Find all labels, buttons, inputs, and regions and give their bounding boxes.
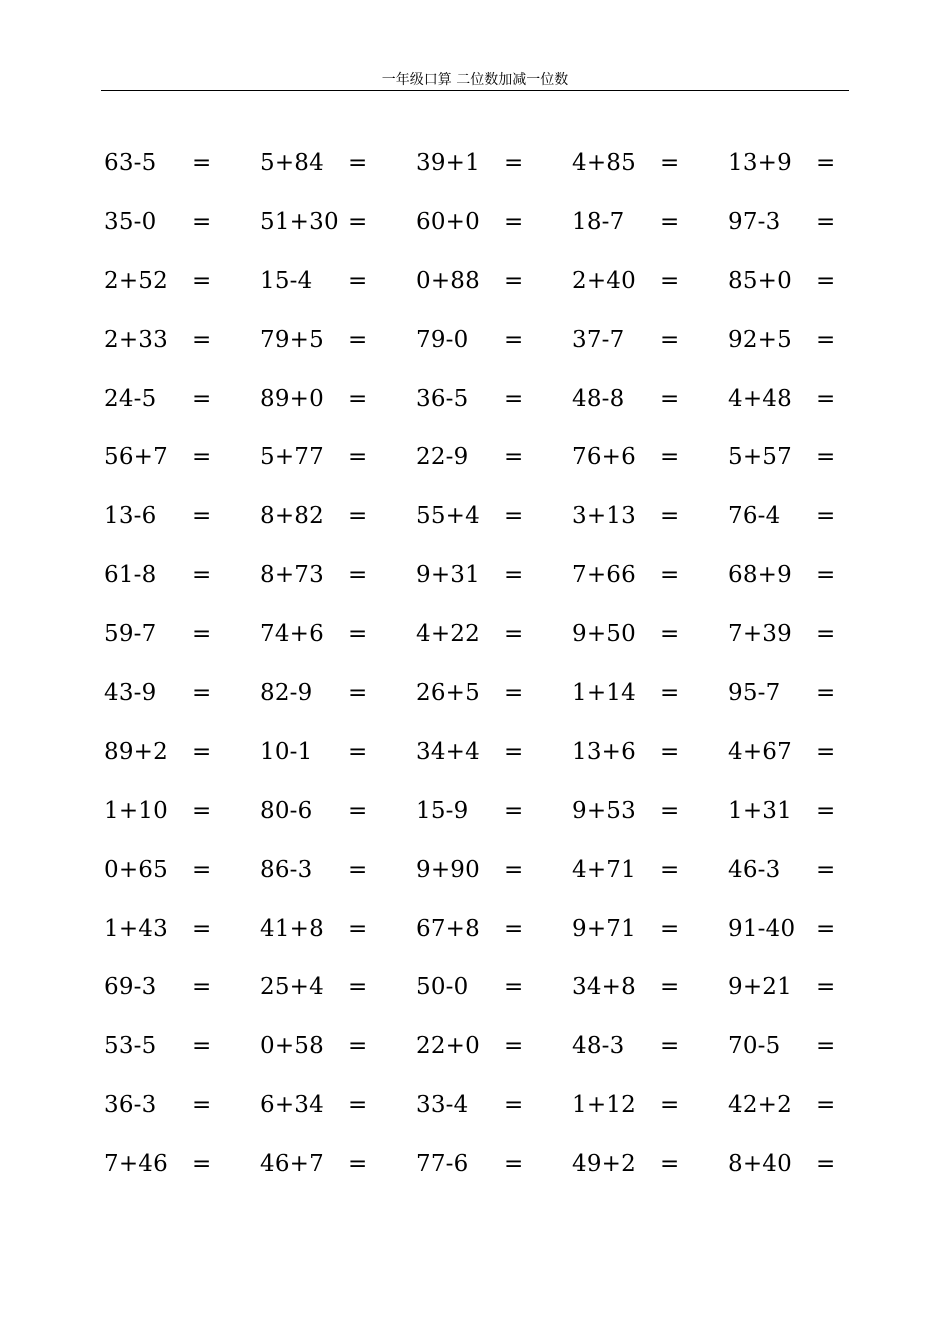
problem-expression: 80-6 [260,797,313,824]
problem-expression: 13-6 [104,503,157,530]
equals-sign: = [816,326,836,353]
problem-expression: 15-4 [260,267,313,294]
problem-expression: 82-9 [260,680,313,707]
problem-expression: 15-9 [416,797,469,824]
problem-expression: 0+58 [260,1033,324,1060]
problem-cell [104,487,260,546]
problem-cell [728,1017,884,1076]
problem-cell [104,134,260,193]
problem-expression: 89+0 [260,385,324,412]
problem-expression: 34+8 [572,974,636,1001]
problem-expression: 63-5 [104,150,157,176]
problem-row [104,428,849,487]
problem-expression: 4+22 [416,621,480,648]
problem-expression: 26+5 [416,680,480,707]
problem-cell [416,370,572,429]
problem-cell [728,664,884,723]
problem-row [104,193,849,252]
equals-sign: = [816,385,836,412]
problem-cell [260,311,416,370]
problem-cell [416,723,572,782]
problem-row [104,664,849,723]
problem-cell [728,900,884,959]
problem-cell [572,370,728,429]
problem-cell [572,782,728,841]
equals-sign: = [816,1151,836,1178]
equals-sign: = [504,444,524,471]
problem-expression: 34+4 [416,738,480,765]
problem-expression: 24-5 [104,385,157,412]
problem-cell [572,487,728,546]
problem-expression: 92+5 [728,326,792,353]
equals-sign: = [660,797,680,824]
equals-sign: = [660,208,680,235]
problem-cell [572,605,728,664]
problem-expression: 61-8 [104,562,157,589]
problem-cell [728,1135,884,1194]
problem-cell [416,1076,572,1135]
problem-row [104,605,849,664]
problem-expression: 76-4 [728,503,781,530]
equals-sign: = [348,1151,368,1178]
equals-sign: = [192,680,212,707]
problem-cell [260,1076,416,1135]
equals-sign: = [660,267,680,294]
problem-expression: 79-0 [416,326,469,353]
equals-sign: = [816,150,836,176]
problem-expression: 10-1 [260,738,313,765]
equals-sign: = [192,385,212,412]
problem-expression: 9+50 [572,621,636,648]
problem-cell [104,958,260,1017]
problem-cell [260,252,416,311]
equals-sign: = [192,621,212,648]
problem-cell [260,1135,416,1194]
problem-cell [416,1017,572,1076]
problem-cell [104,193,260,252]
equals-sign: = [660,915,680,942]
equals-sign: = [348,915,368,942]
equals-sign: = [348,797,368,824]
equals-sign: = [192,444,212,471]
equals-sign: = [348,385,368,412]
problem-expression: 7+66 [572,562,636,589]
problem-expression: 7+46 [104,1151,168,1178]
problem-expression: 55+4 [416,503,480,530]
problem-cell [728,487,884,546]
problem-expression: 56+7 [104,444,168,471]
problem-expression: 22-9 [416,444,469,471]
problem-cell [104,605,260,664]
problem-cell [572,134,728,193]
problem-expression: 42+2 [728,1092,792,1119]
problem-expression: 36-5 [416,385,469,412]
equals-sign: = [816,974,836,1001]
problem-cell [728,370,884,429]
problem-cell [416,428,572,487]
problem-cell [572,900,728,959]
equals-sign: = [192,562,212,589]
equals-sign: = [816,503,836,530]
problem-expression: 67+8 [416,915,480,942]
equals-sign: = [192,974,212,1001]
equals-sign: = [816,208,836,235]
problem-cell [416,782,572,841]
problem-cell [104,311,260,370]
problem-row [104,723,849,782]
problem-cell [260,664,416,723]
problem-cell [260,841,416,900]
problem-row [104,1017,849,1076]
problem-expression: 7+39 [728,621,792,648]
problem-cell [572,193,728,252]
equals-sign: = [660,1151,680,1178]
problem-cell [572,428,728,487]
equals-sign: = [660,503,680,530]
problem-row [104,252,849,311]
problem-row [104,841,849,900]
problem-row [104,134,849,193]
equals-sign: = [348,1092,368,1119]
equals-sign: = [348,208,368,235]
equals-sign: = [504,267,524,294]
problem-expression: 9+90 [416,856,480,883]
problem-cell [416,134,572,193]
problem-cell [728,723,884,782]
problem-expression: 0+65 [104,856,168,883]
problem-row [104,958,849,1017]
problem-row [104,1135,849,1194]
problem-cell [260,958,416,1017]
page-title: 一年级口算 二位数加减一位数 [381,72,569,88]
equals-sign: = [816,444,836,471]
problem-expression: 1+43 [104,915,168,942]
equals-sign: = [816,738,836,765]
problem-cell [416,900,572,959]
equals-sign: = [348,503,368,530]
problem-cell [728,193,884,252]
problem-expression: 6+34 [260,1092,324,1119]
problem-expression: 8+82 [260,503,324,530]
problem-expression: 25+4 [260,974,324,1001]
equals-sign: = [816,267,836,294]
problem-cell [104,900,260,959]
problem-expression: 48-3 [572,1033,625,1060]
problem-cell [572,252,728,311]
problem-expression: 46+7 [260,1151,324,1178]
equals-sign: = [348,738,368,765]
problem-expression: 50-0 [416,974,469,1001]
equals-sign: = [504,856,524,883]
problem-cell [728,605,884,664]
problem-expression: 53-5 [104,1033,157,1060]
problem-expression: 1+31 [728,797,792,824]
equals-sign: = [504,503,524,530]
problem-row [104,487,849,546]
problem-expression: 0+88 [416,267,480,294]
problem-expression: 74+6 [260,621,324,648]
equals-sign: = [504,208,524,235]
problem-cell [416,605,572,664]
problem-expression: 36-3 [104,1092,157,1119]
problem-row [104,900,849,959]
problem-expression: 4+71 [572,856,636,883]
equals-sign: = [660,680,680,707]
problem-row [104,370,849,429]
equals-sign: = [192,267,212,294]
equals-sign: = [348,326,368,353]
problem-expression: 9+71 [572,915,636,942]
equals-sign: = [348,621,368,648]
equals-sign: = [660,738,680,765]
problem-expression: 1+14 [572,680,636,707]
equals-sign: = [816,1092,836,1119]
equals-sign: = [504,738,524,765]
problem-cell [260,193,416,252]
problem-cell [260,546,416,605]
equals-sign: = [192,503,212,530]
problem-cell [416,664,572,723]
problem-expression: 48-8 [572,385,625,412]
equals-sign: = [816,562,836,589]
problem-cell [416,311,572,370]
equals-sign: = [192,856,212,883]
equals-sign: = [348,1033,368,1060]
equals-sign: = [504,797,524,824]
problem-row [104,782,849,841]
problem-expression: 70-5 [728,1033,781,1060]
problem-cell [728,428,884,487]
problem-expression: 5+57 [728,444,792,471]
problem-expression: 9+53 [572,797,636,824]
equals-sign: = [348,444,368,471]
problem-expression: 37-7 [572,326,625,353]
problem-cell [260,900,416,959]
equals-sign: = [504,326,524,353]
problem-cell [416,193,572,252]
problem-cell [416,958,572,1017]
equals-sign: = [192,208,212,235]
problem-expression: 95-7 [728,680,781,707]
equals-sign: = [816,680,836,707]
problem-row [104,311,849,370]
problem-expression: 2+52 [104,267,168,294]
problem-expression: 79+5 [260,326,324,353]
problem-cell [572,311,728,370]
problem-expression: 46-3 [728,856,781,883]
problem-cell [104,782,260,841]
problem-expression: 41+8 [260,915,324,942]
equals-sign: = [192,915,212,942]
equals-sign: = [192,1033,212,1060]
problem-grid [104,134,849,1194]
equals-sign: = [816,621,836,648]
equals-sign: = [348,974,368,1001]
problem-cell [416,841,572,900]
problem-cell [104,1135,260,1194]
problem-cell [572,723,728,782]
equals-sign: = [816,797,836,824]
problem-cell [416,546,572,605]
equals-sign: = [192,1092,212,1119]
problem-expression: 3+13 [572,503,636,530]
problem-expression: 35-0 [104,208,157,235]
problem-cell [104,841,260,900]
problem-cell [260,782,416,841]
equals-sign: = [192,738,212,765]
problem-expression: 9+31 [416,562,480,589]
problem-expression: 1+10 [104,797,168,824]
problem-expression: 1+12 [572,1092,636,1119]
equals-sign: = [660,562,680,589]
problem-expression: 5+84 [260,150,324,176]
problem-cell [572,546,728,605]
problem-row [104,1076,849,1135]
problem-cell [260,134,416,193]
problem-expression: 4+48 [728,385,792,412]
equals-sign: = [660,326,680,353]
problem-cell [104,664,260,723]
problem-cell [728,782,884,841]
problem-cell [728,958,884,1017]
equals-sign: = [660,974,680,1001]
equals-sign: = [660,1092,680,1119]
equals-sign: = [504,621,524,648]
problem-cell [572,1076,728,1135]
equals-sign: = [348,150,368,176]
problem-cell [728,841,884,900]
equals-sign: = [504,1092,524,1119]
problem-cell [728,311,884,370]
problem-expression: 39+1 [416,150,480,176]
problem-cell [572,841,728,900]
problem-expression: 69-3 [104,974,157,1001]
equals-sign: = [504,680,524,707]
problem-expression: 60+0 [416,208,480,235]
equals-sign: = [504,385,524,412]
equals-sign: = [816,1033,836,1060]
problem-cell [416,1135,572,1194]
equals-sign: = [504,150,524,176]
problem-cell [260,370,416,429]
equals-sign: = [816,856,836,883]
problem-expression: 4+67 [728,738,792,765]
problem-expression: 33-4 [416,1092,469,1119]
problem-expression: 22+0 [416,1033,480,1060]
problem-expression: 5+77 [260,444,324,471]
problem-expression: 85+0 [728,267,792,294]
problem-expression: 18-7 [572,208,625,235]
problem-expression: 86-3 [260,856,313,883]
problem-cell [728,134,884,193]
equals-sign: = [504,1033,524,1060]
equals-sign: = [504,974,524,1001]
equals-sign: = [504,915,524,942]
problem-expression: 2+33 [104,326,168,353]
equals-sign: = [816,915,836,942]
problem-expression: 2+40 [572,267,636,294]
problem-expression: 89+2 [104,738,168,765]
problem-cell [104,1076,260,1135]
problem-cell [260,1017,416,1076]
problem-cell [416,487,572,546]
equals-sign: = [192,150,212,176]
problem-cell [728,1076,884,1135]
problem-cell [260,605,416,664]
problem-cell [572,1135,728,1194]
problem-expression: 91-40 [728,915,796,942]
equals-sign: = [192,1151,212,1178]
problem-expression: 13+6 [572,738,636,765]
problem-cell [416,252,572,311]
equals-sign: = [348,267,368,294]
equals-sign: = [660,1033,680,1060]
equals-sign: = [192,326,212,353]
problem-expression: 8+73 [260,562,324,589]
equals-sign: = [348,562,368,589]
problem-expression: 76+6 [572,444,636,471]
problem-expression: 77-6 [416,1151,469,1178]
problem-cell [572,664,728,723]
problem-cell [260,428,416,487]
problem-cell [260,723,416,782]
problem-cell [728,546,884,605]
problem-expression: 13+9 [728,150,792,176]
equals-sign: = [348,680,368,707]
problem-expression: 8+40 [728,1151,792,1178]
equals-sign: = [192,797,212,824]
problem-cell [572,958,728,1017]
problem-expression: 9+21 [728,974,792,1001]
problem-expression: 68+9 [728,562,792,589]
problem-expression: 97-3 [728,208,781,235]
problem-expression: 4+85 [572,150,636,176]
problem-cell [104,252,260,311]
problem-row [104,546,849,605]
problem-expression: 51+30 [260,208,339,235]
problem-cell [104,370,260,429]
equals-sign: = [660,444,680,471]
equals-sign: = [660,621,680,648]
equals-sign: = [660,856,680,883]
problem-cell [572,1017,728,1076]
problem-cell [104,546,260,605]
problem-cell [104,723,260,782]
equals-sign: = [660,385,680,412]
equals-sign: = [660,150,680,176]
equals-sign: = [348,856,368,883]
problem-cell [104,1017,260,1076]
equals-sign: = [504,1151,524,1178]
problem-cell [260,487,416,546]
problem-cell [728,252,884,311]
problem-cell [104,428,260,487]
page-header [101,70,849,91]
equals-sign: = [504,562,524,589]
problem-expression: 49+2 [572,1151,636,1178]
problem-expression: 59-7 [104,621,157,648]
problem-expression: 43-9 [104,680,157,707]
